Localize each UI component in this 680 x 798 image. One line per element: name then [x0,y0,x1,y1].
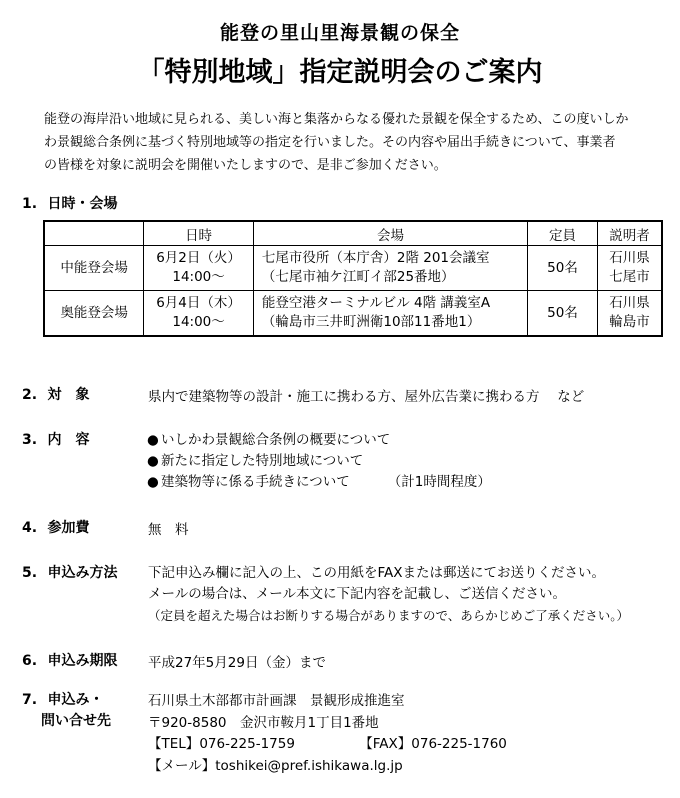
section-3-heading [22,429,90,449]
capacity-cell: 50名 [528,246,598,291]
venue-table [43,220,663,337]
section-label: 対 象 [47,387,90,403]
text-line: メールの場合は、メール本文に下記内容を記載し、ご送信ください。 [148,586,566,602]
venue-name: 七尾市役所（本庁舎）2階 201会議室 [261,250,490,266]
date-text: 6月4日（木） [156,295,241,311]
title-line-2: 「特別地域」指定説明会のご案内 [137,57,543,88]
section-label: 申込み方法 [47,565,118,581]
site-cell: 奥能登会場 [44,291,144,337]
text-line: 下記申込み欄に記入の上、この用紙をFAXまたは郵送にてお送りください。 [148,565,606,581]
section-3-list [147,430,491,493]
table-row [44,291,662,337]
section-label: 日時・会場 [47,196,118,212]
text-line: （定員を超えた場合はお断りする場合がありますので、あらかじめご了承ください。） [148,608,630,623]
section-1-heading [22,193,118,213]
header-cell-venue: 会場 [253,221,527,246]
header-cell-date: 日時 [144,221,254,246]
venue-name: 能登空港ターミナルビル 4階 講義室A [261,295,491,311]
section-number: 5. [22,565,38,581]
section-6-text: 平成27年5月29日（金）まで [148,655,326,671]
date-text: 6月2日（火） [156,250,241,266]
duration-note: （計1時間程度） [387,474,491,490]
section-number: 6. [22,653,38,669]
section-number: 4. [22,520,38,536]
header-cell-capacity: 定員 [528,221,598,246]
header-cell-presenter: 説明者 [597,221,662,246]
time-text: 14:00～ [172,314,225,330]
section-label: 問い合せ先 [41,713,111,729]
intro-paragraph [44,108,644,177]
fax-label: 【FAX】 [359,736,412,752]
table-header-row [44,221,662,246]
section-number: 7. [22,692,38,708]
venue-cell [253,291,527,337]
contact-mail [148,756,507,778]
presenter-line: 石川県 [609,295,650,311]
section-2-heading [22,384,90,404]
presenter-line: 輪島市 [609,314,650,330]
section-number: 1. [22,196,38,212]
bullet-icon: ● [147,474,159,490]
venue-address: （輪島市三井町洲衛10部11番地1） [261,314,481,330]
presenter-line: 七尾市 [609,269,650,285]
title-line-1: 能登の里山里海景観の保全 [219,22,460,44]
venue-cell [253,246,527,291]
list-item: ● いしかわ景観総合条例の概要について [147,430,491,451]
bullet-icon: ● [147,432,159,448]
venue-address: （七尾市袖ケ江町イ部25番地） [261,269,455,285]
contact-block [148,691,507,777]
mail-address[interactable]: toshikei@pref.ishikawa.lg.jp [215,757,403,774]
section-7-heading [22,690,111,732]
section-label: 申込み期限 [47,653,118,669]
tel-number: 076-225-1759 [199,736,295,752]
section-label: 参加費 [47,520,90,536]
mail-label: 【メール】 [148,757,216,774]
fax-number: 076-225-1760 [411,736,507,752]
contact-org: 石川県土木部都市計画課 景観形成推進室 [148,693,405,709]
list-item: ● 新たに指定した特別地域について [147,451,491,472]
section-label: 内 容 [47,432,90,448]
list-item: ● 建築物等に係る手続きについて （計1時間程度） [147,472,491,493]
tel-label: 【TEL】 [148,736,200,752]
header-cell-site [44,221,144,246]
section-number: 2. [22,387,38,403]
section-5-text [148,563,629,626]
section-4-heading [22,517,90,537]
section-6-heading [22,650,118,670]
intro-line: の皆様を対象に説明会を開催いたしますので、是非ご参加ください。 [44,158,447,173]
bullet-icon: ● [147,453,159,469]
date-cell [144,291,254,337]
section-label: 申込み・ [47,692,104,708]
presenter-cell [597,246,662,291]
section-2-text: 県内で建築物等の設計・施工に携わる方、屋外広告業に携わる方 など [148,389,585,405]
table-row [44,246,662,291]
intro-line: わ景観総合条例に基づく特別地域等の指定を行いました。その内容や届出手続きについて、事業者 [44,135,616,150]
intro-line: 能登の海岸沿い地域に見られる、美しい海と集落からなる優れた景観を保全するため、この度いしか [44,112,629,127]
section-5-heading [22,562,118,582]
presenter-cell [597,291,662,337]
site-cell: 中能登会場 [44,246,144,291]
time-text: 14:00～ [172,269,225,285]
contact-phone-fax [148,734,507,756]
contact-address: 〒920-8580 金沢市鞍月1丁目1番地 [148,714,379,731]
section-4-text: 無 料 [148,522,189,538]
date-cell [144,246,254,291]
presenter-line: 石川県 [609,250,650,266]
capacity-cell: 50名 [528,291,598,337]
section-number: 3. [22,432,38,448]
